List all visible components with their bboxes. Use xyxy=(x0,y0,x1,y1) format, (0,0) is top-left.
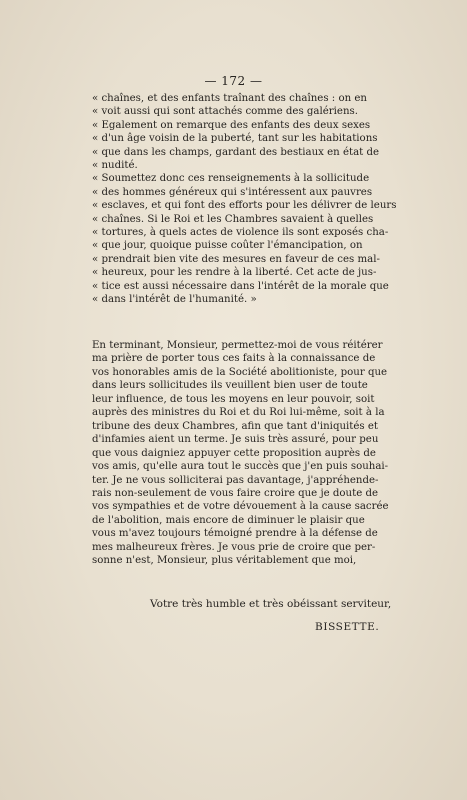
quote-line: « chaînes, et des enfants traînant des chaînes : on en xyxy=(92,93,367,104)
quote-line: « prendrait bien vite des mesures en faveur de ces mal- xyxy=(92,253,380,265)
body-line: vous m'avez toujours témoigné prendre à la défense de xyxy=(92,528,378,540)
quote-line: « nudité. xyxy=(92,160,138,172)
quoted-letter-excerpt xyxy=(92,92,430,307)
quote-line: « Soumettez donc ces renseignements à la sollicitude xyxy=(92,173,370,185)
quote-line: « dans l'intérêt de l'humanité. » xyxy=(92,294,257,306)
body-line: En terminant, Monsieur, permettez-moi de vous réitérer xyxy=(92,340,383,351)
body-paragraph xyxy=(92,339,430,568)
quote-line: « Egalement on remarque des enfants des deux sexes xyxy=(92,119,371,131)
closing-salutation: Votre très humble et très obéissant serviteur, xyxy=(150,598,392,610)
signature: BISSETTE. xyxy=(315,621,380,633)
body-line: leur influence, de tous les moyens en leur pouvoir, soit xyxy=(92,393,375,405)
quote-line: « d'un âge voisin de la puberté, tant sur les habitations xyxy=(92,133,378,145)
quote-line: « tice est aussi nécessaire dans l'intérêt de la morale que xyxy=(92,280,389,292)
quote-line: « heureux, pour les rendre à la liberté. Cet acte de jus- xyxy=(92,267,377,279)
body-line: tribune des deux Chambres, afin que tant d'iniquités et xyxy=(92,420,378,432)
quote-line: « des hommes généreux qui s'intéressent aux pauvres xyxy=(92,186,373,198)
quote-line: « que dans les champs, gardant des bestiaux en état de xyxy=(92,146,380,158)
body-line: de l'abolition, mais encore de diminuer le plaisir que xyxy=(92,514,365,526)
quote-line: « voit aussi qui sont attachés comme des galériens. xyxy=(92,106,358,118)
body-line: ter. Je ne vous solliciterai pas davantage, j'appréhende- xyxy=(92,474,379,486)
page-number: — 172 — xyxy=(204,74,263,88)
body-line: vos honorables amis de la Société abolitioniste, pour que xyxy=(92,366,388,378)
body-line: mes malheureux frères. Je vous prie de croire que per- xyxy=(92,541,376,553)
body-line: vos sympathies et de votre dévouement à la cause sacrée xyxy=(92,501,389,513)
body-line: que vous daigniez appuyer cette proposition auprès de xyxy=(92,447,376,459)
body-line: auprès des ministres du Roi et du Roi lui-même, soit à la xyxy=(92,407,385,419)
body-line: dans leurs sollicitudes ils veuillent bien user de toute xyxy=(92,380,368,392)
quote-line: « tortures, à quels actes de violence ils sont exposés cha- xyxy=(92,227,389,239)
body-line: vos amis, qu'elle aura tout le succès que j'en puis souhai- xyxy=(92,461,389,473)
quote-line: « esclaves, et qui font des efforts pour les délivrer de leurs xyxy=(92,200,397,212)
body-line: sonne n'est, Monsieur, plus véritablement que moi, xyxy=(92,555,357,567)
body-line: ma prière de porter tous ces faits à la connaissance de xyxy=(92,353,376,365)
quote-line: « que jour, quoique puisse coûter l'émancipation, on xyxy=(92,240,363,252)
quote-line: « chaînes. Si le Roi et les Chambres savaient à quelles xyxy=(92,213,374,225)
body-line: d'infamies aient un terme. Je suis très assuré, pour peu xyxy=(92,434,379,446)
body-line: rais non-seulement de vous faire croire que je doute de xyxy=(92,487,379,499)
